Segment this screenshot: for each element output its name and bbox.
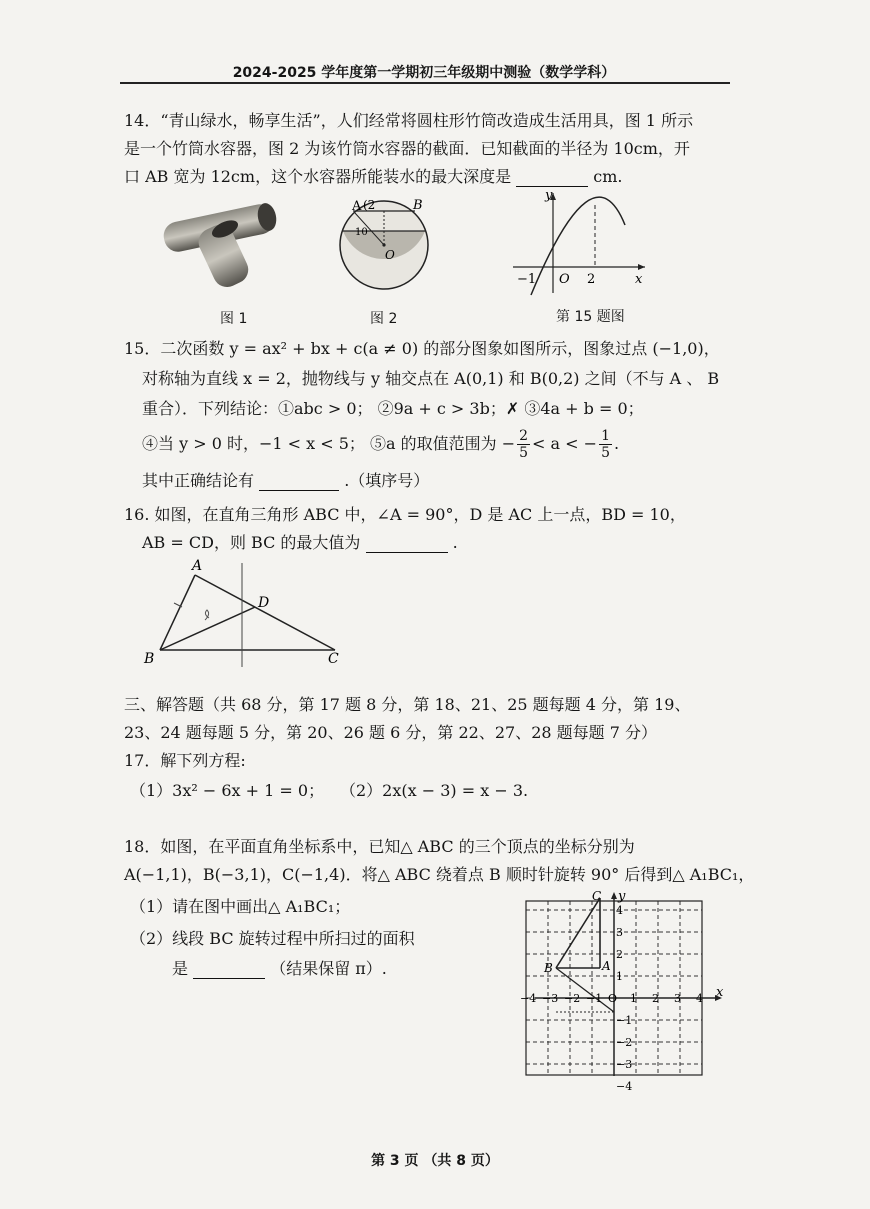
q17-part2: （2）2x(x − 3) = x − 3. bbox=[340, 781, 529, 800]
q15-frac2-denominator: 5 bbox=[601, 445, 610, 461]
q15-line4-end: . bbox=[613, 434, 620, 453]
q18-grid-x-tick: 4 bbox=[696, 992, 703, 1005]
q15-fraction-2 bbox=[599, 428, 612, 461]
q14-line3-text: 口 AB 宽为 12cm，这个水容器所能装水的最大深度是 bbox=[124, 167, 512, 186]
q18-line2: A(−1,1)，B(−3,1)，C(−1,4)．将△ ABC 绕着点 B 顺时针旋转 90° 后得到△ A₁BC₁， bbox=[124, 865, 755, 884]
fig15-tick-neg1: −1 bbox=[517, 272, 537, 287]
fig2-label-B: B bbox=[413, 198, 423, 213]
q18-part2b-post: （结果保留 π）. bbox=[270, 959, 387, 978]
q18-label-C: C bbox=[592, 889, 602, 903]
q18-grid-x-tick: 3 bbox=[674, 992, 681, 1005]
fig2-cross-section bbox=[335, 193, 435, 293]
q18-grid-y-tick: 3 bbox=[616, 926, 623, 939]
fig2-label-A: A bbox=[352, 199, 362, 214]
q14-line3 bbox=[124, 164, 622, 187]
fig15-tick-2: 2 bbox=[587, 272, 596, 287]
q16-triangle-figure bbox=[140, 555, 360, 670]
q18-grid-y-tick: −1 bbox=[616, 1014, 633, 1027]
q14-unit: cm. bbox=[593, 167, 623, 186]
header-rule bbox=[120, 82, 730, 84]
fig15-origin: O bbox=[559, 272, 570, 287]
q15-frac2-numerator: 1 bbox=[601, 428, 610, 444]
q16-label-D: D bbox=[258, 595, 270, 611]
q18-grid-x-tick: O bbox=[608, 992, 618, 1005]
q15-line1: 15．二次函数 y = ax² + bx + c(a ≠ 0) 的部分图象如图所示，图象过点 (−1,0)， bbox=[124, 339, 720, 358]
q15-line3: 重合）．下列结论：①abc > 0； ②9a + c > 3b；✗ ③4a + b = 0； bbox=[142, 399, 644, 418]
fig2-label: 图 2 bbox=[370, 311, 398, 327]
fig15-label: 第 15 题图 bbox=[556, 309, 625, 325]
fig15-parabola-graph bbox=[505, 185, 655, 297]
section3-line2: 23、24 题每题 5 分，第 20、26 题 6 分，第 22、27、28 题每题 7 分） bbox=[124, 723, 658, 742]
q18-grid-x-tick: −2 bbox=[564, 992, 581, 1005]
fig1-label: 图 1 bbox=[220, 311, 248, 327]
q16-line2-post: . bbox=[452, 533, 458, 552]
fig2-handwritten-note: (2 bbox=[363, 198, 376, 212]
q18-grid-x-tick: −1 bbox=[586, 992, 603, 1005]
q15-answer-blank[interactable] bbox=[259, 474, 339, 491]
q17-part1: （1）3x² − 6x + 1 = 0； bbox=[130, 781, 325, 800]
q18-grid-x-tick: 2 bbox=[652, 992, 659, 1005]
q15-line5-text: 其中正确结论有 bbox=[142, 471, 255, 490]
q15-frac1-numerator: 2 bbox=[519, 428, 529, 444]
fig15-axis-y: y bbox=[545, 188, 553, 203]
q18-answer-blank[interactable] bbox=[193, 962, 265, 979]
q18-coordinate-grid bbox=[520, 888, 730, 1093]
q14-line1: 14．“青山绿水，畅享生活”，人们经常将圆柱形竹筒改造成生活用具，图 1 所示 bbox=[124, 111, 694, 130]
q14-line2: 是一个竹筒水容器，图 2 为该竹筒水容器的截面．已知截面的半径为 10cm，开 bbox=[124, 139, 690, 158]
q18-axis-x-label: x bbox=[716, 985, 724, 1000]
q15-fraction-1 bbox=[517, 428, 530, 461]
q18-part2b bbox=[172, 956, 387, 979]
q15-line5-post: .（填序号） bbox=[344, 471, 430, 490]
q18-grid-x-tick: −4 bbox=[520, 992, 537, 1005]
q16-label-C: C bbox=[328, 651, 339, 667]
fig15-axis-x: x bbox=[635, 272, 643, 287]
q18-grid-y-tick: 1 bbox=[616, 970, 623, 983]
q16-label-B: B bbox=[144, 651, 155, 667]
q18-label-B: B bbox=[544, 961, 553, 975]
q16-label-A: A bbox=[192, 558, 203, 574]
q18-grid-y-tick: −4 bbox=[616, 1080, 633, 1093]
q15-line2: 对称轴为直线 x = 2，抛物线与 y 轴交点在 A(0,1) 和 B(0,2) 之间（不与 A 、 B bbox=[142, 369, 720, 388]
q18-line1: 18．如图，在平面直角坐标系中，已知△ ABC 的三个顶点的坐标分别为 bbox=[124, 837, 635, 856]
q15-line4 bbox=[142, 428, 619, 461]
section3-line1: 三、解答题（共 68 分，第 17 题 8 分，第 18、21、25 题每题 4 分，第 19、 bbox=[124, 695, 691, 714]
q16-line2 bbox=[142, 530, 458, 553]
q18-grid-y-tick: −3 bbox=[616, 1058, 633, 1071]
q18-grid-y-tick: −2 bbox=[616, 1036, 633, 1049]
q16-answer-blank[interactable] bbox=[366, 536, 448, 553]
q18-grid-x-tick: −3 bbox=[542, 992, 559, 1005]
q15-line5 bbox=[142, 468, 429, 491]
q18-segment-BC bbox=[556, 898, 600, 968]
q18-part2b-text: 是 bbox=[172, 959, 189, 978]
q15-line4-mid: < a < − bbox=[532, 434, 598, 453]
page-footer: 第 3 页 （共 8 页） bbox=[371, 1153, 499, 1169]
q16-line2-text: AB = CD，则 BC 的最大值为 bbox=[142, 533, 361, 552]
q18-part2: （2）线段 BC 旋转过程中所扫过的面积 bbox=[130, 929, 415, 948]
q18-label-A: A bbox=[602, 959, 611, 973]
q18-sketch-line bbox=[556, 968, 614, 1012]
q18-grid-y-tick: 4 bbox=[616, 904, 623, 917]
q15-frac1-denominator: 5 bbox=[519, 445, 529, 461]
fig2-handwritten-ten: 10 bbox=[355, 227, 368, 238]
q18-part1: （1）请在图中画出△ A₁BC₁； bbox=[130, 897, 351, 916]
q18-grid-x-tick: 1 bbox=[630, 992, 637, 1005]
q15-line4-text: ④当 y > 0 时，−1 < x < 5； ⑤a 的取值范围为 − bbox=[142, 434, 516, 453]
q16-line1: 16. 如图，在直角三角形 ABC 中，∠A = 90°，D 是 AC 上一点，BD = 10， bbox=[124, 505, 686, 524]
fig1-bamboo-image bbox=[155, 195, 285, 290]
fig2-label-O: O bbox=[385, 248, 395, 262]
q18-grid-y-tick: 2 bbox=[616, 948, 623, 961]
q18-axis-y-label: y bbox=[618, 889, 626, 904]
q17-title: 17．解下列方程: bbox=[124, 751, 246, 770]
page-header: 2024-2025 学年度第一学期初三年级期中测验（数学学科） bbox=[232, 65, 616, 81]
